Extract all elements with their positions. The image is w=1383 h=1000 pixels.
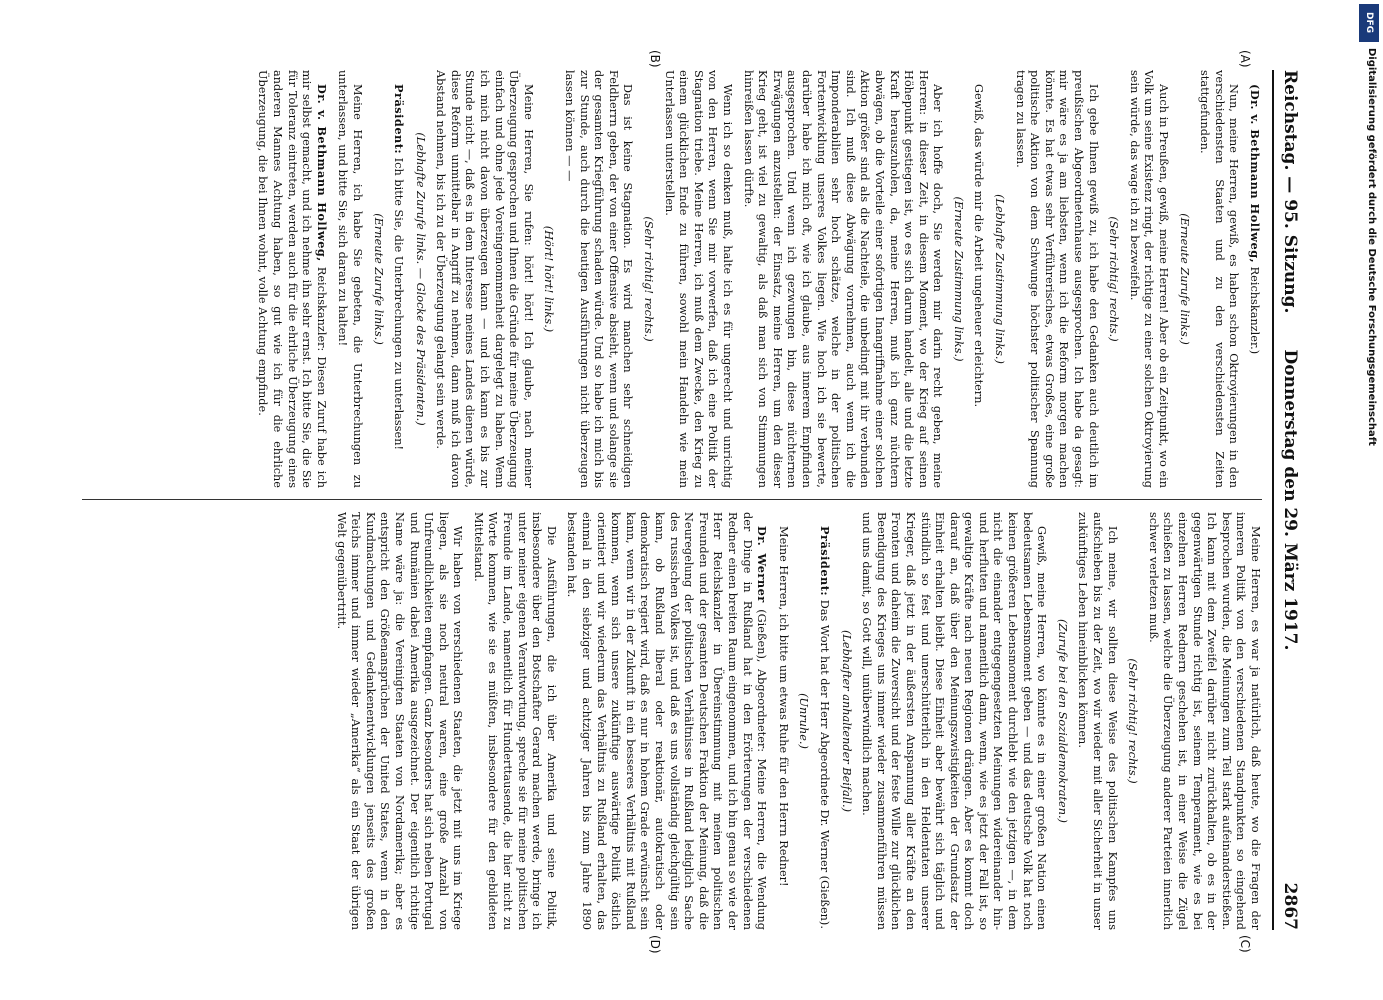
margin-marker-c: (C) bbox=[1237, 935, 1252, 953]
dfg-logo: DFG bbox=[1359, 4, 1379, 42]
paragraph: Wir haben von verschiedenen Staaten, die jetzt mit uns im Kriege liegen, als sie noch neutral waren, eine große Anzahl von Unfreundlichkeiten empfangen. Ganz besonders hat sich neben Portugal und Rumänien dabei Amerika ausgezeichnet. Der eigentlich richtige Name wäre ja: die Vereinigten Staaten von Nordamerika; aber es entspricht den Größenansprüchen der United States, wenn in den Kundmachungen und Gedankenentwicklungen jenseits des großen Teichs immer und immer wieder „Amerika“ als ein Staat der übrigen Welt gegenübertritt. bbox=[334, 512, 464, 930]
page-number: 2867 bbox=[1279, 882, 1300, 930]
interjection: (Sehr richtig! rechts.) bbox=[1125, 658, 1139, 784]
paragraph: Ich meine, wir sollten diese Weise des politischen Kampfes uns aufschieben bis zu der Zeit, wo wir wieder mit aller Sicherheit in unser zukünftiges Leben hineinblicken können. bbox=[1075, 512, 1119, 930]
interjection: (Zurufe bei den Sozialdemokraten.) bbox=[1055, 619, 1069, 823]
newspaper-page bbox=[62, 40, 1322, 960]
paragraph: Aber ich hoffe doch, Sie werden mir darin recht geben, meine Herren: in dieser Zeit, in diesem Moment, wo der Krieg auf seinen Höhepunkt gestiegen ist, wo es sich darum handelt, alle und die letzte Kraft herauszuholen, da, meine Herren, muß ich ganz nüchtern abwägen, ob die Vorteile einer sofortigen Inangriffnahme einer solchen Aktion größer sind als die Nachteile, die unbedingt mit ihr verbunden sind. Ich muß diese Abwägung vornehmen, auch wenn ich die Imponderabilien sehr hoch schätze, welche in der politischen Fortentwicklung unseres Volkes liegen. Wie hoch ich sie bewerte, darüber habe ich mich oft, wie ich glaube, aus innerem Empfinden ausgesprochen. Und wenn ich gezwungen bin, diese nüchternen Erwägungen anzustellen: der Einsatz, meine Herren, um den dieser Krieg geht, ist viel zu gewaltig, als daß man sich von Stimmungen hinreißen lassen dürfte. bbox=[741, 70, 944, 488]
paragraph: Gewiß, meine Herren, wo könnte es in einer großen Nation einen bedeutsamen Lebensmoment geben — und das deutsche Volk hat noch keinen größeren Lebensmoment durchlebt wie den jetzigen —, in dem nicht die einander entgegengesetzten Meinungen widereinander hin- und herfluten und namentlich dann, wenn, wie es jetzt der Fall ist, so gewaltige Kräfte nach neuen Regionen drängen. Aber es kommt doch darauf an, daß über den Meinungszwistigkeiten der Grundsatz der Einheit erhalten bleibt. Diese Einheit aber bewährt sich täglich und stündlich so fest und unerschütterlich in den Heldentaten unserer Krieger, daß jetzt in der äußersten Anspannung aller Kräfte an den Fronten und daheim die Zuversicht und der feste Wille zur glücklichen Beendigung des Krieges uns immer wieder zusammenführen müssen und uns damit, so Gott will, unüberwindlich machen. bbox=[859, 512, 1048, 930]
speaker-text: Reichskanzler: Diesen Zuruf habe ich mir selbst gemacht, und ich nehme ihn sehr ernst. Ich bitte Sie, die Sie für Toleranz eintreten, werden auch für die ehrliche Überzeugung eines anderen Mannes Achtung haben, so gut wie ich für die ehrliche Überzeugung, die bei Ihnen wohnt, volle Achtung empfinde. bbox=[255, 70, 328, 488]
paragraph: Nun, meine Herren, gewiß, es haben schon Oktroyierungen in den verschiedensten Staaten und zu den verschiedensten Zeiten stattgefunden. bbox=[1197, 70, 1240, 488]
paragraph: Das ist keine Stagnation. Es wird manchen sehr schneidigen Feldherrn geben, der von einer Offensive absieht, wenn und solange sie der gesamten Kriegführung schaden würde. Und so habe ich mich bis zur Stunde, auch durch die heutigen Ausführungen nicht überzeugen lassen können — — bbox=[562, 70, 634, 488]
column-divider bbox=[82, 499, 1262, 500]
header-date: Donnerstag den 29. März 1917. bbox=[1279, 349, 1300, 651]
page-header bbox=[1272, 70, 1304, 930]
margin-marker-a: (A) bbox=[1237, 50, 1252, 68]
header-left: Reichstag. — 95. Sitzung. bbox=[1279, 70, 1300, 314]
speaker-text: Das Wort hat der Herr Abgeordnete Dr. Werner (Gießen). bbox=[817, 596, 831, 929]
speaker-paragraph bbox=[816, 512, 832, 930]
paragraph: Auch in Preußen, gewiß, meine Herren! Aber ob ein Zeitpunkt, wo ein Volk um seine Existenz ringt, der richtige zu einer solchen Oktroyierung sein würde, das wage ich zu bezweifeln. bbox=[1127, 70, 1170, 488]
speaker-name: Dr. Werner bbox=[754, 526, 769, 603]
speaker-paragraph bbox=[254, 70, 328, 488]
interjection: (Lebhafte Zustimmung links.) bbox=[992, 194, 1006, 364]
interjection: (Erneute Zurufe links.) bbox=[371, 213, 385, 345]
paragraph: Ich gebe Ihnen gewiß zu, ich habe den Gedanken auch deutlich im preußischen Abgeordnetenhause ausgesprochen. Ich habe da gesagt: mir wäre es ja am liebsten, wenn ich die Reform morgen machen könnte. Es hat etwas sehr Verführerisches, etwas Großes, eine große politische Aktion von dem Schwunge höchster politischer Spannung tragen zu lassen. bbox=[1013, 70, 1100, 488]
interjection: (Lebhafter anhaltender Beifall.) bbox=[839, 629, 853, 813]
speaker-text: Ich bitte Sie, die Unterbrechungen zu unterlassen! bbox=[391, 154, 405, 451]
text-column-right bbox=[82, 512, 1262, 930]
margin-marker-b: (B) bbox=[647, 50, 662, 68]
interjection: (Erneute Zurufe links.) bbox=[1177, 213, 1191, 345]
paragraph: Wenn ich so denken muß, halte ich es für ungerecht und unrichtig von den Herren, wenn Sie mir vorwerfen, daß ich eine Politik der Stagnation triebe. Meine Herren, ich muß dem Zwecke, den Krieg zu einem glücklichen Ende zu führen, sowohl mein Handeln wie mein Unterlassen unterstellen. bbox=[662, 70, 734, 488]
speaker-paragraph bbox=[390, 70, 406, 488]
digitization-credit: Digitalisierung gefördert durch die Deutsche Forschungsgemeinschaft bbox=[1366, 48, 1377, 446]
paragraph: Meine Herren, Sie rufen: hört! hört! Ich glaube, nach meiner Überzeugung gesprochen und Ihnen die Gründe für meine Überzeugung einfach und ohne jede Voreingenommenheit dargelegt zu haben. Wenn ich mich nicht davon überzeugen kann — und ich kann es bis zur Stunde nicht —, daß es in dem Interesse meines Landes dienen würde, diese Reform unmittelbar in Angriff zu nehmen, dann muß ich davon Abstand nehmen, bis ich zu der Überzeugung gelangt sein werde. bbox=[433, 70, 535, 488]
paragraph: Die Ausführungen, die ich über Amerika und seine Politik, insbesondere über den Botschafter Gerard machen werde, bringe ich unter meiner eigenen Verantwortung, spreche sie für meine politischen Freunde im Lande, namentlich für Hunderttausende, die hier nicht zu Worte kommen, wie sie es müßten, insbesondere für den gebildeten Mittelstand. bbox=[471, 512, 558, 930]
speaker-name: Präsident: bbox=[817, 526, 832, 597]
paragraph: Meine Herren, ich habe Sie gebeten, die Unterbrechungen zu unterlassen, und bitte Sie, sich daran zu halten! bbox=[335, 70, 364, 488]
speaker-name: Dr. v. Bethmann Hollweg, bbox=[314, 84, 329, 262]
speaker-text: (Gießen), Abgeordneter: Meine Herren, die Wendung der Dinge in Rußland hat in den Erörterungen der verschiedenen Redner einen breiten Raum eingenommen, und ich bin genau so wie der Herr Reichskanzler in Übereinstimmung mit meinen politischen Freunden und der gesamten Deutschen Fraktion der Meinung, daß die Neuregelung der politischen Verhältnisse in Rußland lediglich Sache des russischen Volkes ist, und daß es uns vollständig gleichgültig sein kann, ob Rußland liberal oder reaktionär, autokratisch oder demokratisch regiert wird, daß es nur in hohem Grade erwünscht sein kann, wenn wir in der Zukunft in ein besseres Verhältnis mit Rußland kommen, wenn sich unsere zukünftige auswärtige Politik östlich orientiert und wir wiederum das Verhältnis zu Rußland erhalten, das einmal in den siebziger und achtziger Jahren bis zum Jahre 1890 bestanden hat. bbox=[564, 512, 768, 930]
interjection: (Sehr richtig! rechts.) bbox=[1106, 216, 1120, 342]
speaker-name: (Dr. v. Bethmann Hollweg, bbox=[1247, 84, 1262, 264]
margin-marker-d: (D) bbox=[647, 935, 662, 954]
interjection: (Hört! hört! links.) bbox=[541, 225, 555, 333]
speaker-paragraph bbox=[1246, 70, 1262, 488]
text-column-left bbox=[82, 70, 1262, 488]
interjection: (Lebhafte Zurufe links. — Glocke des Präsidenten.) bbox=[413, 132, 427, 426]
speaker-text: Reichskanzler.) bbox=[1247, 263, 1261, 355]
speaker-name: Präsident: bbox=[391, 84, 406, 155]
paragraph: Meine Herren, es war ja natürlich, daß heute, wo die Fragen der inneren Politik von den verschiedenen Standpunkten so eingehend besprochen wurden, die Meinungen zum Teil stark aufeinanderstießen. Ich kann mit dem Zweifel darüber nicht zurückhalten, ob es in der gegenwärtigen Stunde richtig ist, seinem Temperament, wie es bei einzelnen Herren Rednern geschehen ist, in einer Weise die Zügel schießen zu lassen, welche die Überzeugung anderer Parteien innerlich schwer verletzen muß. bbox=[1146, 512, 1262, 930]
interjection: (Unruhe.) bbox=[796, 693, 810, 749]
interjection: (Sehr richtig! rechts.) bbox=[641, 216, 655, 342]
speaker-paragraph bbox=[563, 512, 768, 930]
paragraph: Gewiß, das würde mir die Arbeit ungeheuer erleichtern. bbox=[972, 84, 985, 408]
paragraph: Meine Herren, ich bitte um etwas Ruhe für den Herrn Redner! bbox=[776, 526, 790, 887]
interjection: (Erneute Zustimmung links.) bbox=[951, 196, 965, 362]
